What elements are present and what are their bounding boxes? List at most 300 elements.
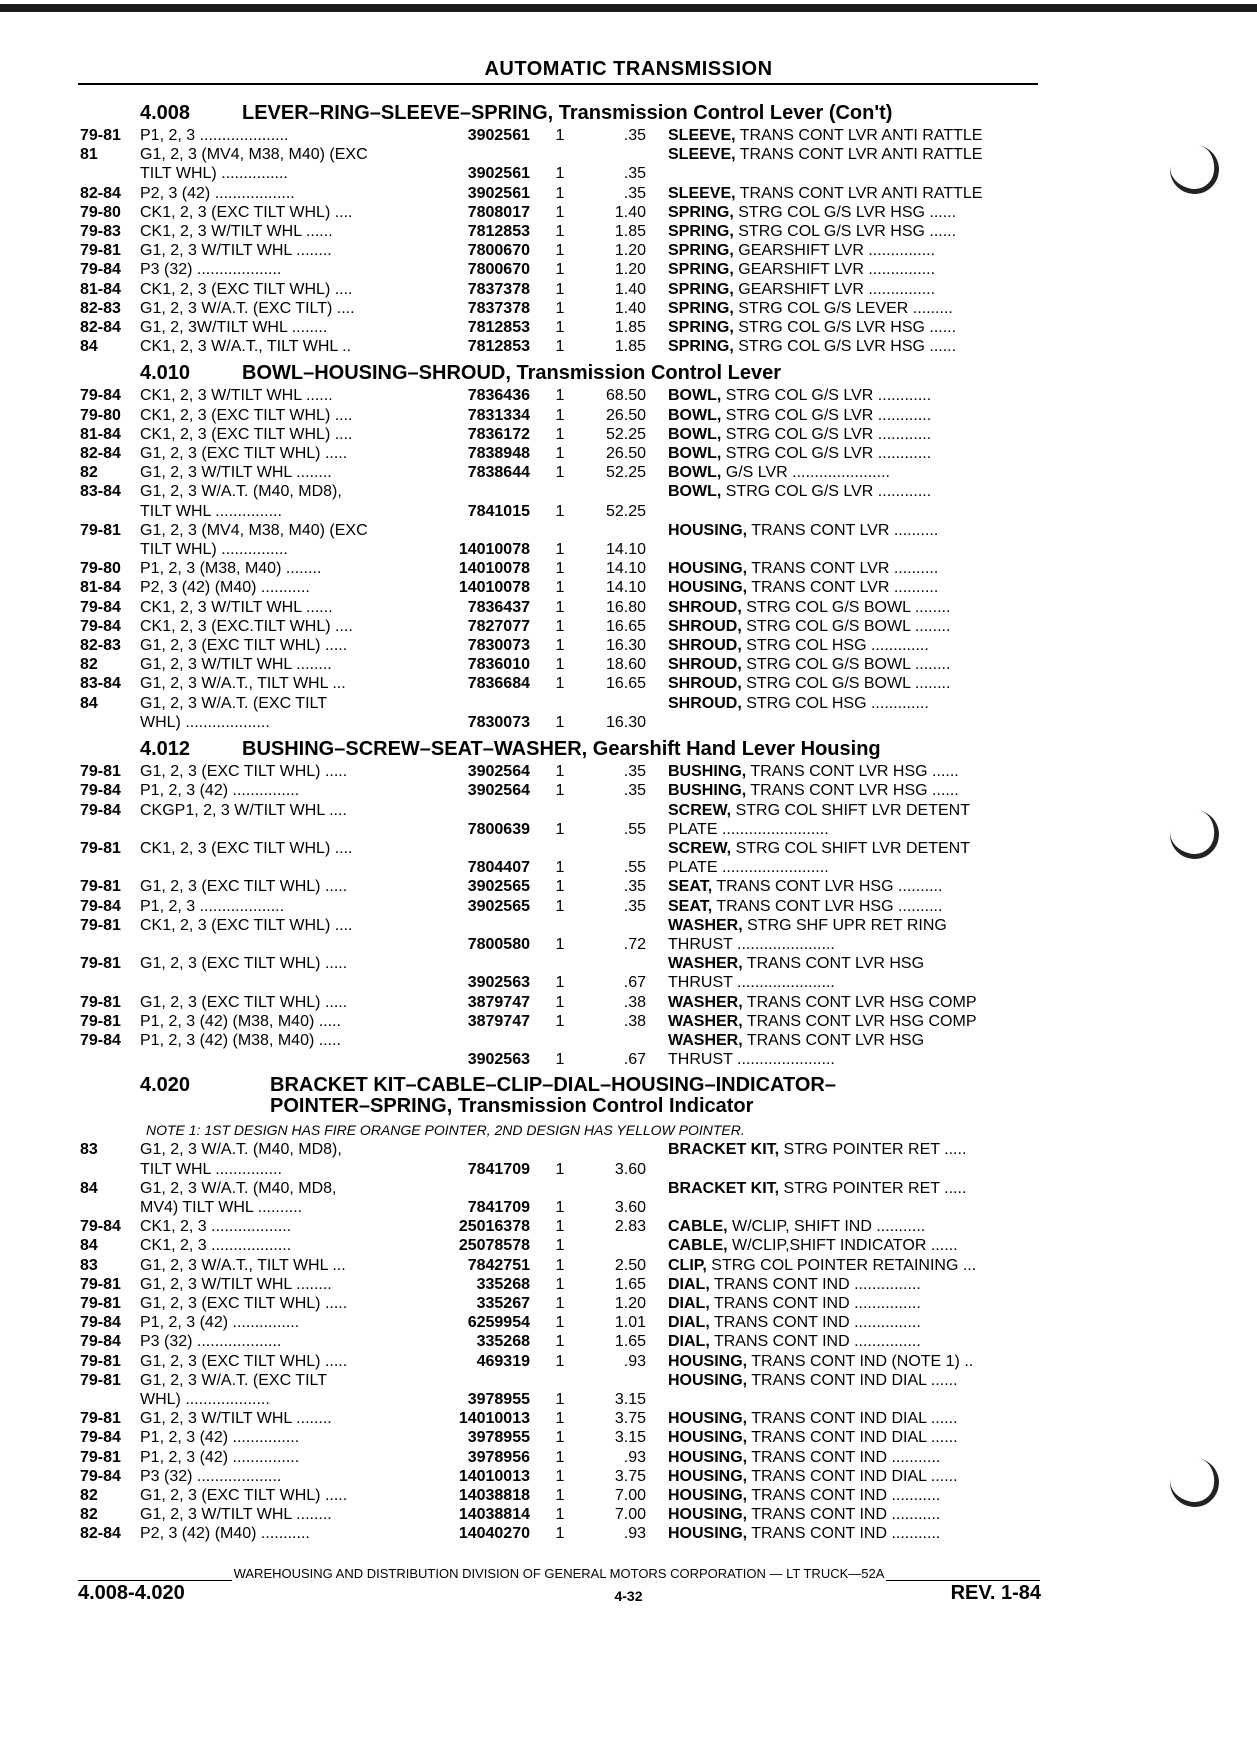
quantity: 1 [555, 502, 565, 520]
part-description: GEARSHIFT LVR ............... [733, 261, 936, 279]
parts-row [80, 203, 1040, 222]
part-description: TRANS CONT IND ............... [709, 1294, 921, 1312]
parts-row [80, 694, 1040, 732]
parts-row [80, 781, 1040, 800]
part-description: TRANS CONT IND DIAL ...... [747, 1429, 958, 1447]
section-header [80, 736, 1040, 762]
part-number: 25016378 [458, 1218, 530, 1236]
quantity: 1 [555, 1051, 565, 1069]
application: G1, 2, 3 W/A.T. (M40, MD8), TILT WHL ............... [140, 1141, 342, 1178]
part-description: GEARSHIFT LVR ............... [733, 242, 936, 260]
parts-row [80, 126, 1040, 145]
model-years: 79-84 [80, 1218, 121, 1236]
part-number: 7841015 [467, 502, 530, 520]
part-number: 7836172 [467, 425, 530, 443]
part-name: WASHER, [668, 916, 743, 934]
model-years: 79-81 [80, 1012, 121, 1030]
part-description: STRG COL HSG ............. [741, 637, 929, 655]
quantity: 1 [555, 280, 565, 298]
parts-row [80, 877, 1040, 896]
price: 7.00 [614, 1506, 646, 1524]
price: 16.65 [605, 617, 646, 635]
part-description: STRG COL G/S LVR ............ [721, 425, 932, 443]
part-number: 7800580 [467, 935, 530, 953]
part-description: STRG COL G/S BOWL ........ [741, 598, 951, 616]
parts-row [80, 1448, 1040, 1467]
part-number: 14010013 [458, 1467, 530, 1485]
part-number: 3879747 [467, 1012, 530, 1030]
page-title: AUTOMATIC TRANSMISSION [484, 58, 773, 80]
part-name: WASHER, [668, 993, 743, 1011]
price: 1.85 [614, 223, 646, 241]
application: CK1, 2, 3 (EXC TILT WHL) .... [140, 406, 353, 424]
part-number: 7830073 [467, 713, 530, 731]
part-number: 7827077 [467, 617, 530, 635]
description [646, 1409, 1020, 1428]
section-number: 4.008 [140, 102, 191, 124]
application: CK1, 2, 3 (EXC TILT WHL) .... [140, 203, 353, 221]
model-years: 79-84 [80, 1333, 121, 1351]
model-years: 84 [80, 338, 98, 356]
part-number: 7841709 [467, 1198, 530, 1216]
parts-row [80, 1486, 1040, 1505]
quantity: 1 [555, 541, 565, 559]
model-years: 79-84 [80, 261, 121, 279]
part-description: GEARSHIFT LVR ............... [733, 280, 936, 298]
description [646, 337, 1020, 356]
application: CK1, 2, 3 .................. [140, 1237, 292, 1255]
part-description: TRANS CONT LVR ANTI RATTLE [735, 127, 983, 144]
part-description: STRG COL HSG ............. [741, 694, 929, 712]
application: P3 (32) ................... [140, 261, 282, 279]
part-number: 7812853 [467, 338, 530, 356]
model-years: 79-81 [80, 839, 121, 857]
description [646, 1217, 1020, 1236]
price: .38 [623, 993, 646, 1011]
description [646, 126, 1020, 145]
quantity: 1 [555, 406, 565, 424]
price: 1.20 [614, 242, 646, 260]
section-header [80, 100, 1040, 126]
part-description: TRANS CONT LVR .......... [747, 579, 939, 597]
part-name: SEAT, [668, 878, 713, 896]
price: 26.50 [605, 406, 646, 424]
parts-row [80, 1467, 1040, 1486]
price: 1.65 [614, 1333, 646, 1351]
model-years: 79-81 [80, 1294, 121, 1312]
description [646, 1486, 1020, 1505]
application: G1, 2, 3 W/A.T. (EXC TILT WHL) ................... [140, 1371, 328, 1408]
application: P1, 2, 3 (M38, M40) ........ [140, 560, 322, 578]
price: 52.25 [605, 502, 646, 520]
application: P3 (32) ................... [140, 1333, 282, 1351]
part-number: 7800670 [467, 261, 530, 279]
quantity: 1 [555, 1487, 565, 1504]
part-description: TRANS CONT LVR HSG THRUST ...................... [668, 955, 925, 992]
part-number: 3879747 [467, 993, 530, 1011]
application: G1, 2, 3 (EXC TILT WHL) ..... [140, 878, 348, 896]
part-description: STRG COL G/S LVR HSG ...... [733, 338, 957, 356]
footer-section-range: 4.008-4.020 [78, 1582, 185, 1604]
part-name: BOWL, [668, 387, 722, 405]
part-number: 3978955 [467, 1390, 530, 1408]
part-description: TRANS CONT LVR ANTI RATTLE [735, 146, 983, 164]
quantity: 1 [555, 1429, 565, 1447]
parts-row [80, 463, 1040, 482]
part-number: 25078578 [458, 1237, 530, 1255]
price: 14.10 [605, 541, 646, 559]
description [646, 1012, 1020, 1031]
quantity: 1 [555, 993, 565, 1011]
model-years: 79-80 [80, 560, 121, 578]
parts-row [80, 1332, 1040, 1351]
application: CK1, 2, 3 .................. [140, 1218, 292, 1236]
description [646, 241, 1020, 260]
model-years: 79-84 [80, 617, 121, 635]
application: G1, 2, 3 W/TILT WHL ........ [140, 464, 332, 482]
model-years: 79-84 [80, 897, 121, 915]
part-description: STRG COL G/S LVR ............ [721, 483, 932, 501]
part-number: 3902561 [467, 127, 530, 144]
quantity: 1 [555, 713, 565, 731]
price: 1.20 [614, 1294, 646, 1312]
quantity: 1 [555, 859, 565, 877]
part-number: 14038818 [458, 1487, 530, 1504]
title-rule [78, 83, 1038, 85]
description [646, 1524, 1020, 1543]
description [646, 1256, 1020, 1275]
part-name: DIAL, [668, 1333, 710, 1351]
price: 14.10 [605, 560, 646, 578]
quantity: 1 [555, 387, 565, 405]
description [646, 617, 1020, 636]
application: G1, 2, 3W/TILT WHL ........ [140, 319, 328, 337]
price: 16.30 [605, 637, 646, 655]
price: .93 [623, 1352, 646, 1370]
price: 1.65 [614, 1275, 646, 1293]
binder-hole [1166, 141, 1223, 198]
part-description: G/S LVR ...................... [721, 464, 890, 482]
model-years: 82-83 [80, 637, 121, 655]
parts-row [80, 1031, 1040, 1069]
model-years: 83-84 [80, 483, 121, 501]
part-number: 14010078 [458, 560, 530, 578]
description [646, 1313, 1020, 1332]
part-number: 14010078 [458, 541, 530, 559]
parts-row [80, 299, 1040, 318]
description [646, 801, 1020, 839]
application: P2, 3 (42) (M40) ........... [140, 579, 310, 597]
part-description: TRANS CONT IND (NOTE 1) .. [747, 1352, 974, 1370]
model-years: 82-84 [80, 184, 121, 202]
part-description: TRANS CONT LVR HSG ...... [746, 782, 959, 800]
part-description: TRANS CONT IND DIAL ...... [747, 1371, 958, 1389]
description [646, 781, 1020, 800]
quantity: 1 [555, 637, 565, 655]
quantity: 1 [555, 464, 565, 482]
parts-row [80, 145, 1040, 183]
model-years: 79-84 [80, 1314, 121, 1332]
part-number: 3902565 [467, 878, 530, 896]
model-years: 81-84 [80, 280, 121, 298]
part-number: 14040270 [458, 1525, 530, 1543]
parts-row [80, 386, 1040, 405]
price: 14.10 [605, 579, 646, 597]
description [646, 444, 1020, 463]
application: G1, 2, 3 W/TILT WHL ........ [140, 656, 332, 674]
parts-row [80, 617, 1040, 636]
price: .67 [623, 1051, 646, 1069]
price: 52.25 [605, 425, 646, 443]
model-years: 81-84 [80, 579, 121, 597]
price: 1.85 [614, 319, 646, 337]
price: 1.01 [614, 1314, 646, 1332]
model-years: 79-81 [80, 1410, 121, 1428]
part-name: SLEEVE, [668, 146, 736, 164]
part-name: CABLE, [668, 1218, 728, 1236]
part-name: SHROUD, [668, 637, 742, 655]
parts-row [80, 1371, 1040, 1409]
application: P2, 3 (42) .................. [140, 184, 295, 202]
parts-row [80, 1294, 1040, 1313]
description [646, 636, 1020, 655]
quantity: 1 [555, 338, 565, 356]
part-name: DIAL, [668, 1294, 710, 1312]
parts-row [80, 578, 1040, 597]
part-description: STRG COL SHIFT LVR DETENT PLATE ........................ [668, 801, 970, 838]
part-number: 3978956 [467, 1448, 530, 1466]
part-name: SHROUD, [668, 617, 742, 635]
section-number: 4.012 [140, 738, 191, 761]
application: CK1, 2, 3 (EXC TILT WHL) .... [140, 425, 353, 443]
application: P1, 2, 3 (42) ............... [140, 1314, 300, 1332]
part-name: SLEEVE, [668, 184, 736, 202]
quantity: 1 [555, 127, 565, 144]
quantity: 1 [555, 820, 565, 838]
price: 1.20 [614, 261, 646, 279]
part-description: STRG COL G/S BOWL ........ [741, 675, 951, 693]
part-name: WASHER, [668, 1012, 743, 1030]
part-name: SHROUD, [668, 694, 742, 712]
description [646, 578, 1020, 597]
quantity: 1 [555, 1333, 565, 1351]
part-description: TRANS CONT LVR HSG ...... [746, 763, 959, 781]
part-name: BRACKET KIT, [668, 1179, 780, 1197]
part-name: SPRING, [668, 280, 734, 298]
application: P1, 2, 3 (42) ............... [140, 782, 300, 800]
description [646, 1236, 1020, 1255]
parts-row [80, 1236, 1040, 1255]
part-number: 3902561 [467, 165, 530, 183]
parts-row [80, 916, 1040, 954]
parts-row [80, 1428, 1040, 1447]
parts-row [80, 1505, 1040, 1524]
price: .35 [623, 127, 646, 144]
part-number: 7808017 [467, 203, 530, 221]
description [646, 145, 1020, 164]
part-name: DIAL, [668, 1314, 710, 1332]
scan-top-edge [0, 4, 1257, 12]
model-years: 81 [80, 146, 98, 164]
parts-row [80, 444, 1040, 463]
application: G1, 2, 3 (EXC TILT WHL) ..... [140, 1294, 348, 1312]
model-years: 79-81 [80, 1275, 121, 1293]
description [646, 222, 1020, 241]
model-years: 81-84 [80, 425, 121, 443]
quantity: 1 [555, 1352, 565, 1370]
description [646, 1352, 1020, 1371]
parts-row [80, 1217, 1040, 1236]
description [646, 318, 1020, 337]
part-name: BOWL, [668, 425, 722, 443]
part-description: TRANS CONT LVR HSG COMP [742, 993, 977, 1011]
model-years: 79-84 [80, 1467, 121, 1485]
application: G1, 2, 3 W/TILT WHL ........ [140, 242, 332, 260]
price: 2.83 [614, 1218, 646, 1236]
part-description: STRG COL G/S LVR HSG ...... [733, 203, 957, 221]
description [646, 1275, 1020, 1294]
description [646, 1428, 1020, 1447]
price: 16.30 [605, 713, 646, 731]
description [646, 839, 1020, 877]
quantity: 1 [555, 165, 565, 183]
price: 1.85 [614, 338, 646, 356]
binder-hole [1166, 806, 1223, 863]
part-number: 335268 [476, 1275, 530, 1293]
parts-row [80, 954, 1040, 992]
description [646, 655, 1020, 674]
description [646, 954, 1020, 992]
parts-catalog [80, 96, 1040, 1544]
price: 3.60 [614, 1160, 646, 1178]
part-number: 3902563 [467, 974, 530, 992]
parts-row [80, 260, 1040, 279]
part-name: HOUSING, [668, 1448, 748, 1466]
quantity: 1 [555, 617, 565, 635]
model-years: 82 [80, 656, 98, 674]
price: 16.80 [605, 598, 646, 616]
model-years: 79-81 [80, 521, 121, 539]
price: .35 [623, 184, 646, 202]
application: CK1, 2, 3 (EXC TILT WHL) .... [140, 839, 353, 857]
model-years: 79-80 [80, 406, 121, 424]
quantity: 1 [555, 1198, 565, 1216]
part-number: 7836437 [467, 598, 530, 616]
application: P2, 3 (42) (M40) ........... [140, 1525, 310, 1543]
application: G1, 2, 3 W/A.T. (EXC TILT) .... [140, 299, 355, 317]
part-name: BRACKET KIT, [668, 1141, 780, 1159]
part-description: STRG COL G/S BOWL ........ [741, 656, 951, 674]
parts-row [80, 222, 1040, 241]
part-name: SPRING, [668, 203, 734, 221]
part-name: SLEEVE, [668, 127, 736, 144]
price: .93 [623, 1448, 646, 1466]
part-name: SCREW, [668, 839, 732, 857]
application: P1, 2, 3 (42) (M38, M40) ..... [140, 1012, 341, 1030]
application: G1, 2, 3 W/A.T. (M40, MD8, MV4) TILT WHL .......... [140, 1179, 337, 1216]
quantity: 1 [555, 1160, 565, 1178]
quantity: 1 [555, 319, 565, 337]
model-years: 82 [80, 1487, 98, 1504]
description [646, 203, 1020, 222]
description [646, 260, 1020, 279]
part-description: TRANS CONT LVR HSG THRUST ...................... [668, 1031, 925, 1069]
part-description: W/CLIP,SHIFT INDICATOR ...... [727, 1237, 958, 1255]
parts-row [80, 762, 1040, 781]
page-number: 4-32 [614, 1588, 643, 1604]
part-name: SPRING, [668, 242, 734, 260]
part-name: HOUSING, [668, 560, 748, 578]
model-years: 84 [80, 1237, 98, 1255]
section-title: BOWL–HOUSING–SHROUD, Transmission Control Lever [242, 362, 781, 385]
parts-row [80, 482, 1040, 520]
price: .35 [623, 763, 646, 781]
application: G1, 2, 3 W/A.T. (M40, MD8), TILT WHL ............... [140, 483, 342, 520]
part-number: 7831334 [467, 406, 530, 424]
part-name: HOUSING, [668, 1525, 748, 1543]
application: G1, 2, 3 (EXC TILT WHL) ..... [140, 993, 348, 1011]
parts-row [80, 337, 1040, 356]
quantity: 1 [555, 1012, 565, 1030]
part-description: TRANS CONT IND ........... [747, 1525, 941, 1543]
application: G1, 2, 3 (EXC TILT WHL) ..... [140, 637, 348, 655]
part-number: 14010013 [458, 1410, 530, 1428]
quantity: 1 [555, 1525, 565, 1543]
description [646, 299, 1020, 318]
part-name: SPRING, [668, 338, 734, 356]
price: 1.40 [614, 299, 646, 317]
quantity: 1 [555, 763, 565, 781]
model-years: 79-81 [80, 242, 121, 260]
part-name: BOWL, [668, 483, 722, 501]
application: G1, 2, 3 (EXC TILT WHL) ..... [140, 1352, 348, 1370]
part-name: SHROUD, [668, 656, 742, 674]
application: CK1, 2, 3 (EXC TILT WHL) .... [140, 916, 353, 934]
price: 26.50 [605, 445, 646, 463]
footer-division: WAREHOUSING AND DISTRIBUTION DIVISION OF GENERAL MOTORS CORPORATION — LT TRUCK—52A [233, 1566, 885, 1581]
application: CK1, 2, 3 (EXC.TILT WHL) .... [140, 617, 353, 635]
section-number: 4.010 [140, 362, 191, 385]
price: .35 [623, 165, 646, 183]
price: .55 [623, 820, 646, 838]
parts-row [80, 993, 1040, 1012]
description [646, 184, 1020, 203]
quantity: 1 [555, 1390, 565, 1408]
part-name: HOUSING, [668, 1467, 748, 1485]
quantity: 1 [555, 1237, 565, 1255]
application: G1, 2, 3 W/A.T., TILT WHL ... [140, 675, 346, 693]
application: CKGP1, 2, 3 W/TILT WHL .... [140, 801, 347, 819]
section-header [80, 1075, 1040, 1117]
model-years: 79-84 [80, 1429, 121, 1447]
part-name: DIAL, [668, 1275, 710, 1293]
parts-row [80, 559, 1040, 578]
part-name: WASHER, [668, 1031, 743, 1049]
parts-row [80, 1313, 1040, 1332]
part-number: 3902561 [467, 184, 530, 202]
model-years: 79-83 [80, 223, 121, 241]
model-years: 82 [80, 1506, 98, 1524]
part-name: SCREW, [668, 801, 732, 819]
application: P1, 2, 3 (42) (M38, M40) ..... [140, 1031, 341, 1049]
quantity: 1 [555, 598, 565, 616]
section-header [80, 360, 1040, 386]
quantity: 1 [555, 1467, 565, 1485]
quantity: 1 [555, 1275, 565, 1293]
model-years: 79-81 [80, 1371, 121, 1389]
description [646, 559, 1020, 578]
part-number: 7836684 [467, 675, 530, 693]
